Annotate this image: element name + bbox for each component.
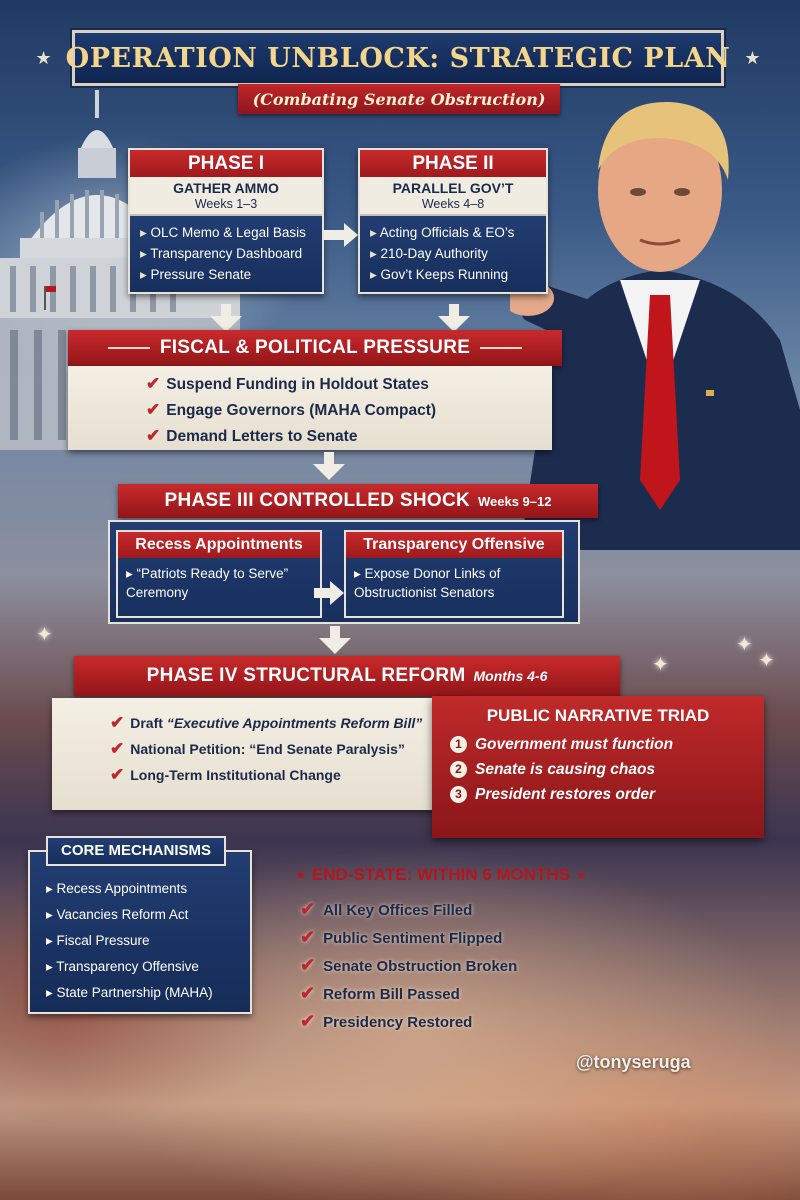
- checkmark-icon: ✔: [300, 927, 316, 947]
- list-item: ▸ Pressure Senate: [140, 264, 312, 285]
- divider: [480, 347, 522, 349]
- list-item: ▸ Fiscal Pressure: [46, 928, 213, 954]
- recess-appointments-panel: [116, 530, 322, 618]
- list-item: [146, 371, 552, 397]
- list-item: [450, 757, 746, 782]
- phase-2-timeframe: Weeks 4–8: [360, 197, 546, 216]
- checkmark-icon: ✔: [146, 426, 161, 445]
- arrow-down-icon: [313, 464, 345, 480]
- pointing-figure-illustration: [510, 80, 800, 550]
- list-item-text: Suspend Funding in Holdout States: [166, 376, 429, 393]
- list-item: [300, 896, 517, 924]
- transparency-offensive-title: Transparency Offensive: [346, 532, 562, 558]
- star-icon: ★: [744, 47, 761, 68]
- list-item: [146, 423, 552, 449]
- checkmark-icon: ✔: [146, 400, 161, 419]
- phase-1-label: PHASE I: [130, 150, 322, 177]
- list-item: [300, 980, 517, 1008]
- list-item: ▸ OLC Memo & Legal Basis: [140, 222, 312, 243]
- checkmark-icon: ✔: [300, 899, 316, 919]
- phase-1-name: GATHER AMMO: [130, 177, 322, 197]
- fiscal-pressure-header: [68, 330, 562, 366]
- transparency-offensive-panel: [344, 530, 564, 618]
- phase-2-label: PHASE II: [360, 150, 546, 177]
- list-item: [300, 1008, 517, 1036]
- list-item-text: Engage Governors (MAHA Compact): [166, 402, 437, 419]
- phase-1-box: [128, 148, 324, 294]
- panel-text: Expose Donor Links of Obstructionist Senators: [354, 566, 501, 600]
- list-item: [450, 732, 746, 757]
- list-item: [110, 762, 468, 788]
- phase-4-list: [52, 698, 468, 810]
- checkmark-icon: ✔: [110, 739, 125, 758]
- list-item-text: Presidency Restored: [323, 1014, 473, 1031]
- star-icon: ★: [35, 47, 52, 68]
- list-item-text: Senate is causing chaos: [475, 761, 656, 778]
- list-item: ▸ 210-Day Authority: [370, 243, 536, 264]
- phase-2-list: [360, 216, 546, 292]
- recess-appointments-text: ▸ “Patriots Ready to Serve” Ceremony: [126, 566, 289, 600]
- arrow-right-stem: [324, 230, 346, 240]
- phase-4-timeframe: Months 4-6: [473, 668, 548, 684]
- triad-title: PUBLIC NARRATIVE TRIAD: [486, 706, 710, 725]
- end-state-list: [300, 896, 517, 1036]
- checkmark-icon: ✔: [110, 713, 125, 732]
- phase-2-name: PARALLEL GOV’T: [360, 177, 546, 197]
- list-item: [450, 782, 746, 807]
- checkmark-icon: ✔: [300, 983, 316, 1003]
- list-item: [110, 710, 468, 736]
- phase-2-box: [358, 148, 548, 294]
- list-item-text: Government must function: [475, 736, 674, 753]
- list-item-text: President restores order: [475, 786, 656, 803]
- subtitle-ribbon: [238, 84, 560, 114]
- title-banner: [35, 30, 761, 86]
- list-item-text: Long-Term Institutional Change: [130, 767, 341, 783]
- list-item-text: Senate Obstruction Broken: [323, 958, 518, 975]
- list-item-text: Draft: [130, 715, 167, 731]
- core-mechanisms-list: [46, 876, 213, 1006]
- page-title: OPERATION UNBLOCK: STRATEGIC PLAN: [65, 42, 731, 74]
- sparkle-star-icon: ✦: [36, 624, 53, 646]
- list-item: ▸ Acting Officials & EO’s: [370, 222, 536, 243]
- checkmark-icon: ✔: [146, 374, 161, 393]
- list-item: ▸ State Partnership (MAHA): [46, 980, 213, 1006]
- panel-text: “Patriots Ready to Serve” Ceremony: [126, 566, 289, 600]
- phase-1-list: [130, 216, 322, 292]
- page-subtitle: (Combating Senate Obstruction): [252, 89, 546, 109]
- divider: [108, 347, 150, 349]
- fiscal-pressure-list: [68, 366, 552, 450]
- phase-4-header: [74, 656, 620, 696]
- checkmark-icon: ✔: [300, 1011, 316, 1031]
- checkmark-icon: ✔: [110, 765, 125, 784]
- core-mechanisms-panel: [28, 842, 252, 1014]
- fiscal-pressure-title: FISCAL & POLITICAL PRESSURE: [159, 337, 471, 358]
- star-icon: ★: [295, 868, 306, 882]
- core-mechanisms-title: CORE MECHANISMS: [46, 836, 226, 866]
- recess-appointments-title: Recess Appointments: [118, 532, 320, 558]
- transparency-offensive-text: ▸ Expose Donor Links of Obstructionist Senators: [354, 566, 501, 600]
- arrow-down-icon: [319, 638, 351, 654]
- list-item: [300, 952, 517, 980]
- checkmark-icon: ✔: [300, 955, 316, 975]
- arrow-right-icon: [330, 581, 344, 605]
- author-handle: @tonyseruga: [576, 1052, 691, 1072]
- phase-1-timeframe: Weeks 1–3: [130, 197, 322, 216]
- list-item: ▸ Gov’t Keeps Running: [370, 264, 536, 285]
- list-item: ▸ Transparency Dashboard: [140, 243, 312, 264]
- list-item: [300, 924, 517, 952]
- list-item-emphasis: “Executive Appointments Reform Bill”: [166, 715, 423, 731]
- list-item: ▸ Recess Appointments: [46, 876, 213, 902]
- arrow-right-icon: [344, 223, 358, 247]
- star-icon: ★: [576, 868, 587, 882]
- list-item: [110, 736, 468, 762]
- number-badge: 2: [450, 761, 467, 778]
- list-item: ▸ Vacancies Reform Act: [46, 902, 213, 928]
- list-item-text: Demand Letters to Senate: [166, 428, 358, 445]
- list-item-text: Reform Bill Passed: [323, 986, 460, 1003]
- number-badge: 1: [450, 736, 467, 753]
- phase-3-box: [108, 520, 580, 624]
- sparkle-star-icon: ✦: [652, 654, 669, 676]
- phase-3-header: [118, 484, 598, 518]
- sparkle-star-icon: ✦: [758, 650, 775, 672]
- end-state-header: [286, 862, 596, 888]
- list-item-text: Public Sentiment Flipped: [323, 930, 503, 947]
- phase-3-title: PHASE III CONTROLLED SHOCK: [164, 490, 470, 511]
- list-item: [146, 397, 552, 423]
- phase-4-title: PHASE IV STRUCTURAL REFORM: [146, 665, 466, 686]
- public-narrative-triad: [432, 696, 764, 838]
- end-state-title: END-STATE: WITHIN 6 MONTHS: [311, 865, 571, 884]
- phase-3-timeframe: Weeks 9–12: [477, 493, 552, 509]
- sparkle-star-icon: ✦: [736, 634, 753, 656]
- number-badge: 3: [450, 786, 467, 803]
- list-item-text: National Petition: “End Senate Paralysis”: [130, 741, 405, 757]
- list-item: ▸ Transparency Offensive: [46, 954, 213, 980]
- list-item-text: All Key Offices Filled: [323, 902, 473, 919]
